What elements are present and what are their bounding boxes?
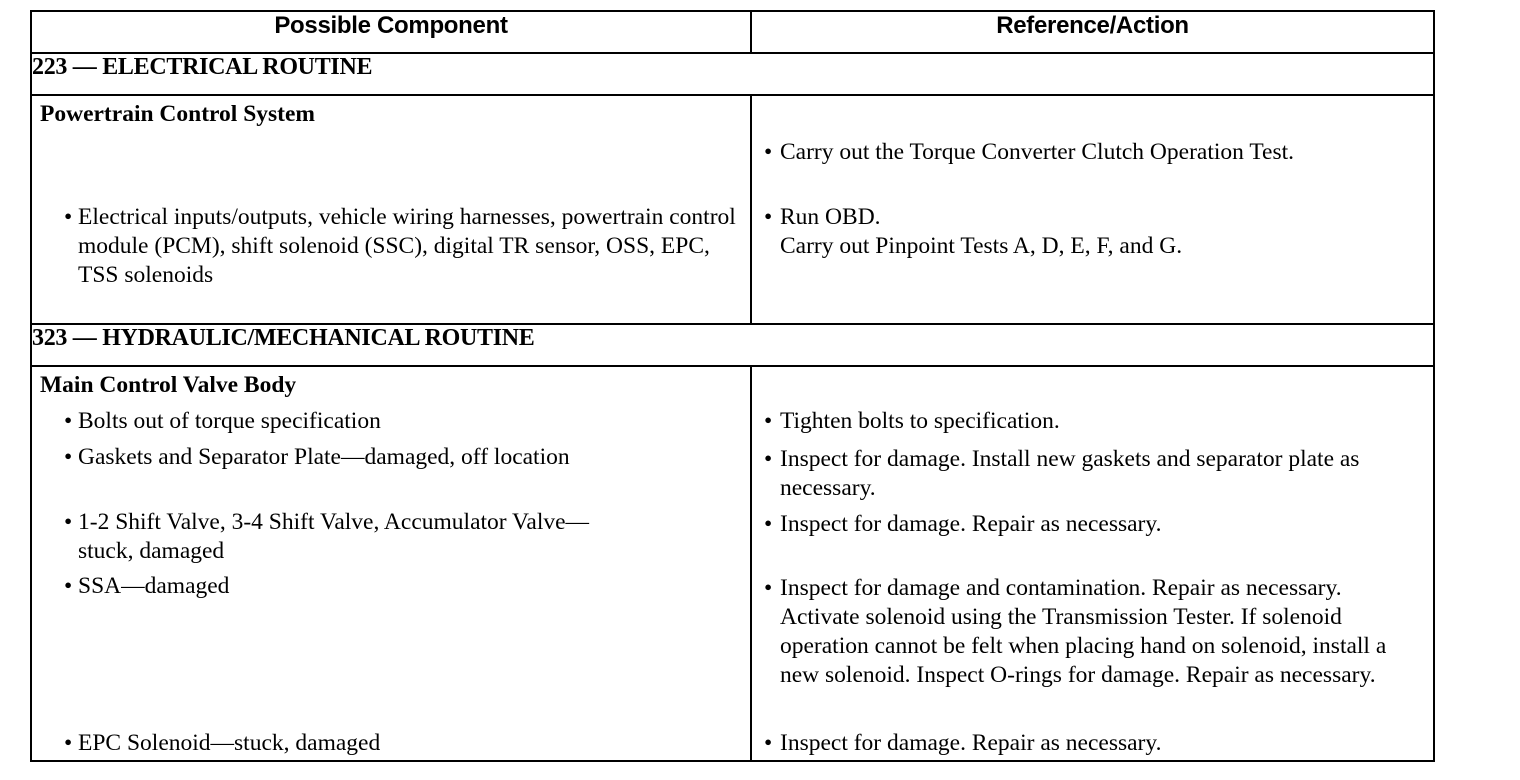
action-text: Inspect for damage. Repair as necessary. (780, 511, 1162, 537)
component-text: Gaskets and Separator Plate—damaged, off location (78, 444, 570, 470)
action-item (764, 729, 1419, 758)
component-text: Bolts out of torque specification (78, 408, 381, 434)
action-item (764, 574, 1419, 690)
action-item (764, 445, 1373, 503)
bullet-icon: • (764, 730, 773, 756)
bullet-icon: • (764, 446, 773, 472)
action-cell-hydraulic (751, 366, 1434, 761)
action-text: Inspect for damage and contamination. Repair as necessary. Activate solenoid using the Transmission Tester. If solenoid operation cannot be felt when placing hand on solenoid, install a new solenoid. Inspect O-rings for damage. Repair as necessary. (780, 575, 1387, 688)
bullet-icon: • (64, 204, 73, 230)
action-text-line2: Carry out Pinpoint Tests A, D, E, F, and G. (780, 233, 1183, 259)
action-text: Run OBD. (780, 204, 881, 230)
bullet-icon: • (64, 573, 73, 599)
bullet-icon: • (764, 204, 773, 230)
section-body-row (31, 366, 1434, 761)
action-text: Inspect for damage. Install new gaskets and separator plate as necessary. (780, 446, 1360, 501)
component-text: SSA—damaged (78, 573, 230, 599)
component-item (64, 729, 740, 758)
action-cell-electrical (751, 95, 1434, 324)
section-body-row (31, 95, 1434, 324)
component-item (64, 203, 740, 290)
bullet-icon: • (764, 139, 773, 165)
action-item (764, 510, 1419, 539)
action-item (764, 138, 1419, 167)
bullet-icon: • (64, 730, 73, 756)
action-item (764, 203, 1419, 261)
header-row (31, 11, 1434, 53)
action-text: Tighten bolts to specification. (780, 408, 1060, 434)
component-text: EPC Solenoid—stuck, damaged (78, 730, 381, 756)
section-header-row (31, 53, 1434, 95)
component-cell-electrical (31, 95, 751, 324)
bullet-icon: • (64, 444, 73, 470)
section-title-electrical: 223 — ELECTRICAL ROUTINE (31, 53, 1434, 95)
header-reference-action: Reference/Action (751, 11, 1434, 53)
component-item (64, 508, 630, 566)
group-heading: Powertrain Control System (40, 101, 315, 127)
group-heading: Main Control Valve Body (40, 372, 297, 398)
section-header-row (31, 324, 1434, 366)
component-item (64, 443, 740, 472)
action-item (764, 407, 1419, 436)
section-title-hydraulic: 323 — HYDRAULIC/MECHANICAL ROUTINE (31, 324, 1434, 366)
header-possible-component: Possible Component (31, 11, 751, 53)
action-text: Carry out the Torque Converter Clutch Operation Test. (780, 139, 1295, 165)
component-item (64, 572, 740, 601)
component-cell-hydraulic (31, 366, 751, 761)
component-item (64, 407, 740, 436)
action-text: Inspect for damage. Repair as necessary. (780, 730, 1162, 756)
diagnostic-table (30, 10, 1435, 762)
bullet-icon: • (764, 511, 773, 537)
bullet-icon: • (64, 509, 73, 535)
component-text: 1-2 Shift Valve, 3-4 Shift Valve, Accumulator Valve—stuck, damaged (78, 509, 590, 564)
bullet-icon: • (764, 408, 773, 434)
component-text: Electrical inputs/outputs, vehicle wiring harnesses, powertrain control module (PCM), shift solenoid (SSC), digital TR sensor, OSS, EPC, TSS solenoids (78, 204, 736, 288)
bullet-icon: • (64, 408, 73, 434)
bullet-icon: • (764, 575, 773, 601)
